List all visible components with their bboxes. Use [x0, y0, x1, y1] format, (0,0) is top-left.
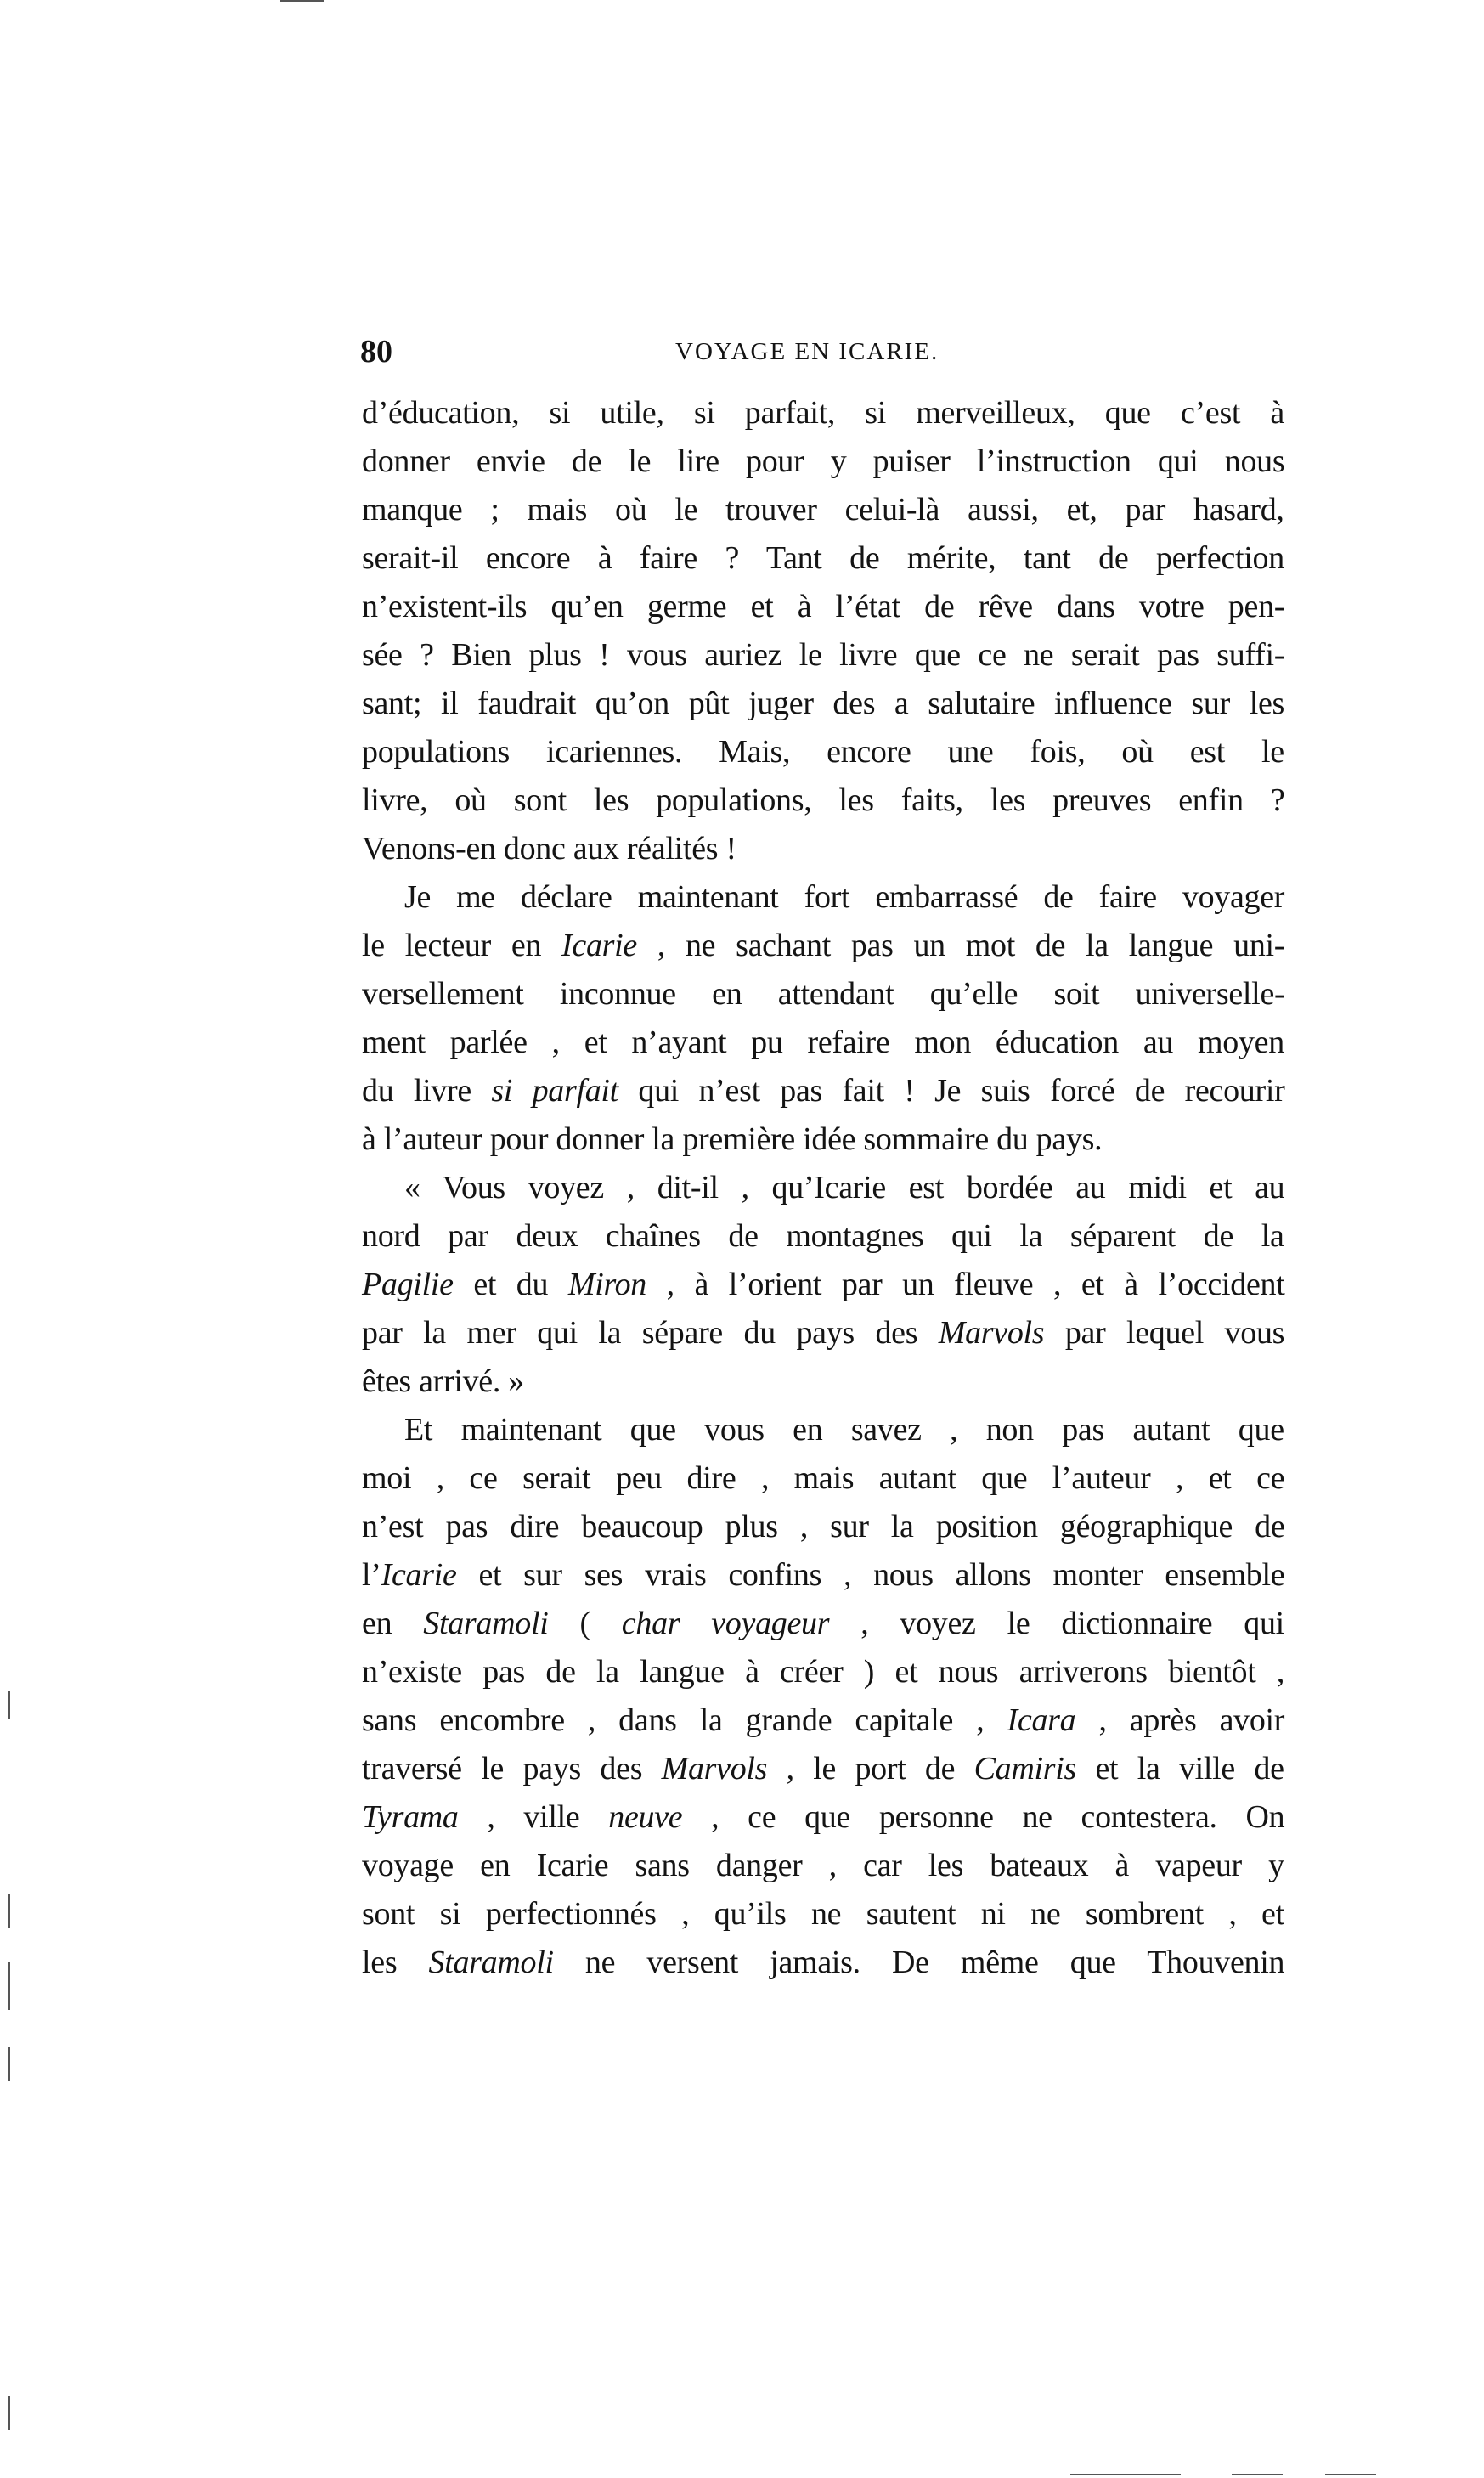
text-segment: traversé le pays des [362, 1751, 662, 1787]
text-segment: nord par deux chaînes de montagnes qui la séparent de la [362, 1218, 1284, 1254]
text-line [362, 1696, 1284, 1745]
italic-text: Marvols [661, 1751, 768, 1787]
italic-text: Camiris [973, 1751, 1077, 1787]
text-line [362, 1745, 1284, 1793]
text-line [362, 825, 1284, 873]
text-line [362, 1406, 1284, 1454]
text-segment: serait-il encore à faire ? Tant de mérite, tant de perfection [362, 540, 1284, 576]
text-segment: donner envie de le lire pour y puiser l’instruction qui nous [362, 443, 1285, 479]
body-text [362, 389, 1284, 1987]
text-segment: sée ? Bien plus ! vous auriez le livre que ce ne serait pas suffi- [362, 637, 1285, 673]
text-line [362, 1067, 1284, 1115]
italic-text: Marvols [938, 1315, 1045, 1351]
scan-mark [1070, 2474, 1181, 2475]
scan-mark [280, 0, 324, 2]
text-line [362, 534, 1284, 583]
text-line [362, 1503, 1284, 1551]
text-segment: sans encombre , dans la grande capitale , [362, 1702, 1007, 1738]
text-segment: moi , ce serait peu dire , mais autant que l’auteur , et ce [362, 1460, 1285, 1496]
text-line [362, 728, 1284, 776]
text-segment: et la ville de [1076, 1751, 1284, 1787]
text-line [362, 1115, 1284, 1164]
text-line [362, 437, 1284, 486]
text-segment: Venons-en donc aux réalités ! [362, 831, 736, 866]
text-segment: ( [548, 1606, 622, 1641]
scan-mark [8, 1691, 10, 1719]
text-segment: sont si perfectionnés , qu’ils ne sautent ni ne sombrent , et [362, 1896, 1284, 1932]
text-line [362, 1261, 1284, 1309]
text-line [362, 1212, 1284, 1261]
italic-text: Staramoli [423, 1606, 549, 1641]
italic-text: char voyageur [621, 1606, 830, 1641]
text-segment: le lecteur en [362, 928, 562, 963]
text-segment: par lequel vous [1044, 1315, 1285, 1351]
text-segment: par la mer qui la sépare du pays des [362, 1315, 939, 1351]
text-segment: , ce que personne ne contestera. On [682, 1799, 1285, 1835]
text-segment: n’est pas dire beaucoup plus , sur la position géographique de [362, 1509, 1285, 1544]
text-segment: qui n’est pas fait ! Je suis forcé de recourir [618, 1073, 1285, 1109]
text-line [362, 1551, 1284, 1600]
scan-mark [8, 1962, 10, 2010]
italic-text: si parfait [491, 1073, 618, 1109]
scan-mark [8, 1894, 10, 1928]
text-line [362, 1648, 1284, 1696]
text-segment: l’ [362, 1557, 381, 1593]
text-line [362, 1358, 1284, 1406]
text-segment: n’existent-ils qu’en germe et à l’état de rêve dans votre pen- [362, 589, 1285, 624]
text-segment: , après avoir [1075, 1702, 1285, 1738]
text-segment: , à l’orient par un fleuve , et à l’occident [646, 1267, 1285, 1302]
text-line [362, 1939, 1284, 1987]
text-line [362, 1890, 1284, 1939]
text-line [362, 680, 1284, 728]
text-segment: du livre [362, 1073, 492, 1109]
text-line [362, 1793, 1284, 1842]
text-segment: d’éducation, si utile, si parfait, si merveilleux, que c’est à [362, 395, 1284, 431]
italic-text: Icarie [381, 1557, 457, 1593]
text-line [362, 486, 1284, 534]
italic-text: Icarie [561, 928, 637, 963]
text-line [362, 389, 1284, 437]
text-segment: voyage en Icarie sans danger , car les bateaux à vapeur y [362, 1848, 1284, 1883]
text-segment: et sur ses vrais confins , nous allons monter ensemble [456, 1557, 1285, 1593]
text-line [362, 1600, 1284, 1648]
text-segment: ne versent jamais. De même que Thouvenin [553, 1945, 1285, 1980]
text-line [362, 631, 1284, 680]
italic-text: Icara [1007, 1702, 1076, 1738]
italic-text: neuve [608, 1799, 683, 1835]
running-head: VOYAGE EN ICARIE. [675, 338, 939, 365]
text-segment: , le port de [767, 1751, 974, 1787]
text-segment: , ville [458, 1799, 609, 1835]
text-segment: les [362, 1945, 429, 1980]
text-segment: sant; il faudrait qu’on pût juger des a salutaire influence sur les [362, 686, 1285, 721]
scan-mark [8, 2396, 10, 2430]
scan-mark [1325, 2474, 1376, 2475]
text-line [362, 1309, 1284, 1358]
text-line [362, 1019, 1284, 1067]
scan-mark [1232, 2474, 1283, 2475]
text-segment: en [362, 1606, 424, 1641]
italic-text: Miron [567, 1267, 646, 1302]
italic-text: Tyrama [362, 1799, 459, 1835]
text-segment: « Vous voyez , dit-il , qu’Icarie est bordée au midi et au [404, 1170, 1285, 1205]
text-line [362, 776, 1284, 825]
text-line [362, 1842, 1284, 1890]
text-line [362, 583, 1284, 631]
text-segment: Je me déclare maintenant fort embarrassé de faire voyager [404, 879, 1285, 915]
scan-mark [8, 2047, 10, 2081]
text-segment: manque ; mais où le trouver celui-là aussi, et, par hasard, [362, 492, 1284, 528]
text-segment: êtes arrivé. » [362, 1363, 524, 1399]
text-segment: populations icariennes. Mais, encore une fois, où est le [362, 734, 1284, 770]
text-line [362, 1454, 1284, 1503]
italic-text: Staramoli [428, 1945, 554, 1980]
text-line [362, 1164, 1284, 1212]
text-segment: , ne sachant pas un mot de la langue uni- [636, 928, 1285, 963]
text-segment: , voyez le dictionnaire qui [829, 1606, 1284, 1641]
text-segment: à l’auteur pour donner la première idée sommaire du pays. [362, 1121, 1103, 1157]
text-segment: n’existe pas de la langue à créer ) et nous arriverons bientôt , [362, 1654, 1285, 1690]
text-segment: Et maintenant que vous en savez , non pas autant que [404, 1412, 1284, 1448]
text-segment: ment parlée , et n’ayant pu refaire mon éducation au moyen [362, 1025, 1284, 1060]
text-line [362, 873, 1284, 922]
text-segment: versellement inconnue en attendant qu’elle soit universelle- [362, 976, 1285, 1012]
page-number: 80 [360, 334, 392, 370]
italic-text: Pagilie [362, 1267, 454, 1302]
text-line [362, 922, 1284, 970]
text-segment: livre, où sont les populations, les faits, les preuves enfin ? [362, 782, 1285, 818]
text-segment: et du [453, 1267, 568, 1302]
text-line [362, 970, 1284, 1019]
